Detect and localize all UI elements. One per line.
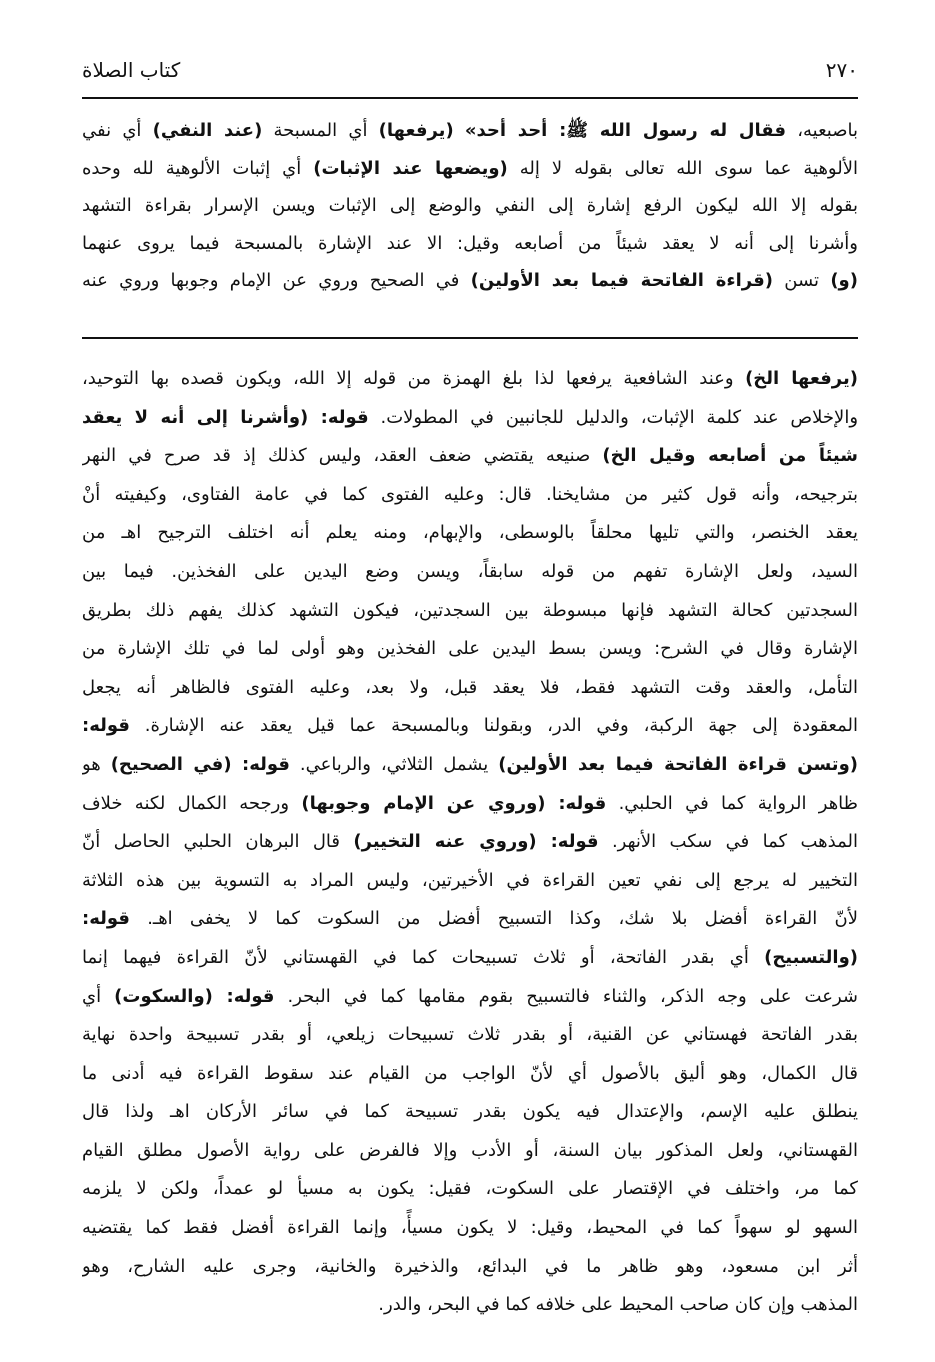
bold-text-segment: (قراءة الفاتحة فيما بعد الأولين) xyxy=(470,270,773,292)
text-segment: يشمل الثلاثي، والرباعي. xyxy=(289,753,499,775)
text-segment: ظاهر الرواية كما في الحلبي. xyxy=(606,792,858,814)
bold-text-segment: (وتسن قراءة الفاتحة فيما بعد الأولين) xyxy=(498,753,858,775)
text-segment: أثر ابن مسعود، وهو ظاهر ما في البدائع، والذخيرة والخانية، وجرى عليه الشارح، وهو xyxy=(82,1255,858,1277)
text-line xyxy=(82,1248,858,1287)
text-segment: الإشارة وقال في الشرح: ويسن بسط اليدين على الفخذين وهو أولى لما في تلك الإشارة من xyxy=(82,638,858,660)
text-line xyxy=(82,437,858,476)
text-segment: السهو لو سهواً كما في المحيط، وقيل: لا يكون مسيأً، وإنما القراءة أفضل فقط كما يقتضيه xyxy=(82,1217,858,1239)
text-segment: والإخلاص عند كلمة الإثبات، والدليل للجانبين في المطولات. xyxy=(368,406,858,428)
text-segment: المذهب وإن كان صاحب المحيط على خلافه كما في البحر، والدر. xyxy=(378,1294,858,1316)
bold-text-segment: (و) xyxy=(830,270,858,292)
text-segment: هو xyxy=(82,753,111,775)
text-segment: بقدر الفاتحة فهستاني عن القنية، أو بقدر ثلاث تسبيحات زيلعي، أو بقدر تسبيحة واحدة نهاية xyxy=(82,1024,858,1046)
text-line xyxy=(82,1170,858,1209)
text-segment xyxy=(454,120,465,141)
text-line xyxy=(82,262,858,300)
text-segment: تسن xyxy=(773,270,831,292)
text-line xyxy=(82,514,858,553)
bold-text-segment: (والتسبيح) xyxy=(764,946,858,968)
text-line xyxy=(82,225,858,263)
text-segment: التخيير له يرجع إلى نفي تعين القراءة في الأخيرتين، وليس المراد به التسوية بين هذه الثلاثة xyxy=(82,869,858,891)
text-line xyxy=(82,900,858,939)
text-line xyxy=(82,112,858,150)
text-line xyxy=(82,823,858,862)
text-line xyxy=(82,150,858,188)
text-line xyxy=(82,1016,858,1055)
bold-text-segment: قوله: xyxy=(82,715,130,737)
text-segment: بقوله إلا الله ليكون الرفع إشارة إلى النفي والوضع إلى الإثبات ويسن الإسرار بقراءة التشهد xyxy=(82,195,858,217)
text-segment: وأشرنا إلى أنه لا يعقد شيئاً من أصابعه وقيل: الا عند الإشارة بالمسبحة فيما يروى عنهما xyxy=(82,232,858,254)
text-segment: ينطلق عليه الإسم، والإعتدال فيه يكون بقدر تسبيحة كما في سائر الأركان اهـ ولذا قال xyxy=(82,1101,858,1123)
text-segment: بترجيحه، وأنه قول كثير من مشايخنا. قال: وعليه الفتوى كما في عامة الفتاوى، وكيفيته أنْ xyxy=(82,483,858,505)
bold-text-segment: قوله: (وروي عنه التخيير) xyxy=(353,831,599,853)
text-line xyxy=(82,939,858,978)
text-line xyxy=(82,360,858,399)
bold-text-segment: قوله: (في الصحيح) xyxy=(110,753,290,775)
text-line xyxy=(82,746,858,785)
text-line xyxy=(82,1132,858,1171)
bold-text-segment: (يرفعها) xyxy=(378,120,454,141)
text-line xyxy=(82,1093,858,1132)
text-segment: أي المسبحة xyxy=(262,120,379,141)
text-segment: السجدتين كحالة التشهد فإنها مبسوطة بين السجدتين، فيكون التشهد كذلك يفهم ذلك بطريق xyxy=(82,599,858,621)
text-segment: المذهب كما في سكب الأنهر. xyxy=(598,831,858,853)
text-line xyxy=(82,553,858,592)
text-line xyxy=(82,476,858,515)
text-line xyxy=(82,187,858,225)
text-segment: أي إثبات الألوهية لله وحده xyxy=(82,157,314,179)
bold-text-segment: (عند النفي) xyxy=(152,120,263,141)
text-segment: لأنّ القراءة أفضل بلا شك، وكذا التسبيح أفضل من السكوت كما لا يخفى اهـ. xyxy=(129,908,858,930)
text-segment: السيد، ولعل الإشارة تفهم من قوله سابقاً، ويسن وضع اليدين على الفخذين. فيما بين xyxy=(82,560,858,582)
footnote-text xyxy=(82,360,858,1325)
text-segment: المعقودة إلى جهة الركبة، وفي الدر، وبقولنا وبالمسبحة عما قيل يعقد عنه الإشارة. xyxy=(129,715,858,737)
text-segment: شرعت على وجه الذكر، والثناء فالتسبيح بقوم مقامها كما في البحر. xyxy=(274,985,858,1007)
page-number: ٢٧٠ xyxy=(825,58,858,82)
text-segment: التأمل، والعقد وقت التشهد فقط، فلا يعقد قبل، ولا بعد، وعليه الفتوى فالظاهر أنه يجعل xyxy=(82,676,858,698)
main-text xyxy=(82,112,858,300)
text-segment: وعند الشافعية يرفعها لذا بلغ الهمزة من قوله إلا الله، ويكون قصده بها التوحيد، xyxy=(82,368,746,389)
running-header xyxy=(82,58,858,92)
text-segment: قال الكمال، وهو أليق بالأصول أي لأنّ الواجب من القيام عند سقوط القراءة فيه أدنى ما xyxy=(82,1062,858,1084)
text-segment: في الصحيح وروي عن الإمام وجوبها وروي عنه xyxy=(82,270,471,292)
text-segment: قال البرهان الحلبي الحاصل أنّ xyxy=(82,831,354,853)
footnote-separator-rule xyxy=(82,337,858,339)
text-segment: يعقد الخنصر، والتي تليها محلقاً بالوسطى، والإبهام، ومنه يعلم أنه اختلف الترجيح اهـ من xyxy=(82,522,858,544)
bold-text-segment: قوله: (وأشرنا إلى أنه لا يعقد xyxy=(82,406,369,428)
text-line xyxy=(82,592,858,631)
bold-text-segment: شيئاً من أصابعه وقيل الخ) xyxy=(602,445,858,467)
text-line xyxy=(82,785,858,824)
bold-text-segment: (يرفعها الخ) xyxy=(745,368,858,389)
bold-text-segment: قوله: (والسكوت) xyxy=(114,985,275,1007)
text-segment: أي xyxy=(82,985,115,1007)
text-segment: أي بقدر الفاتحة، أو ثلاث تسبيحات كما في القهستاني لأنّ القراءة فيهما إنما xyxy=(82,946,765,968)
text-segment: القهستاني، ولعل المذكور بيان السنة، أو الأدب وإلا فالفرض على رواية الأصول مطلق القيام xyxy=(82,1139,858,1161)
text-line xyxy=(82,978,858,1017)
text-segment: باصبعيه، xyxy=(786,120,858,141)
text-line xyxy=(82,630,858,669)
book-title: كتاب الصلاة xyxy=(82,58,181,82)
text-line xyxy=(82,1055,858,1094)
text-segment: الألوهية عما سوى الله تعالى بقوله لا إله xyxy=(507,157,858,179)
text-line xyxy=(82,1209,858,1248)
bold-text-segment: قوله: (وروي عن الإمام وجوبها) xyxy=(301,792,607,814)
bold-text-segment: (ويضعها عند الإثبات) xyxy=(313,157,508,179)
bold-text-segment: فقال له رسول الله ﷺ: أحد أحد» xyxy=(464,120,786,141)
text-segment: أي نفي xyxy=(82,120,153,141)
header-rule xyxy=(82,97,858,99)
text-line xyxy=(82,707,858,746)
text-segment: صنيعه يقتضي ضعف العقد، وليس كذلك إذ قد صرح في النهر xyxy=(82,445,603,467)
text-line xyxy=(82,1286,858,1325)
text-segment: كما مر، واختلف في الإقتصار على السكوت، فقيل: يكون به مسيأ لو عمداً، ولكن لا يلزمه xyxy=(82,1178,858,1200)
text-line xyxy=(82,862,858,901)
text-segment: ورجحه الكمال لكنه خلاف xyxy=(82,792,302,814)
text-line xyxy=(82,399,858,438)
text-line xyxy=(82,669,858,708)
bold-text-segment: قوله: xyxy=(82,908,130,930)
